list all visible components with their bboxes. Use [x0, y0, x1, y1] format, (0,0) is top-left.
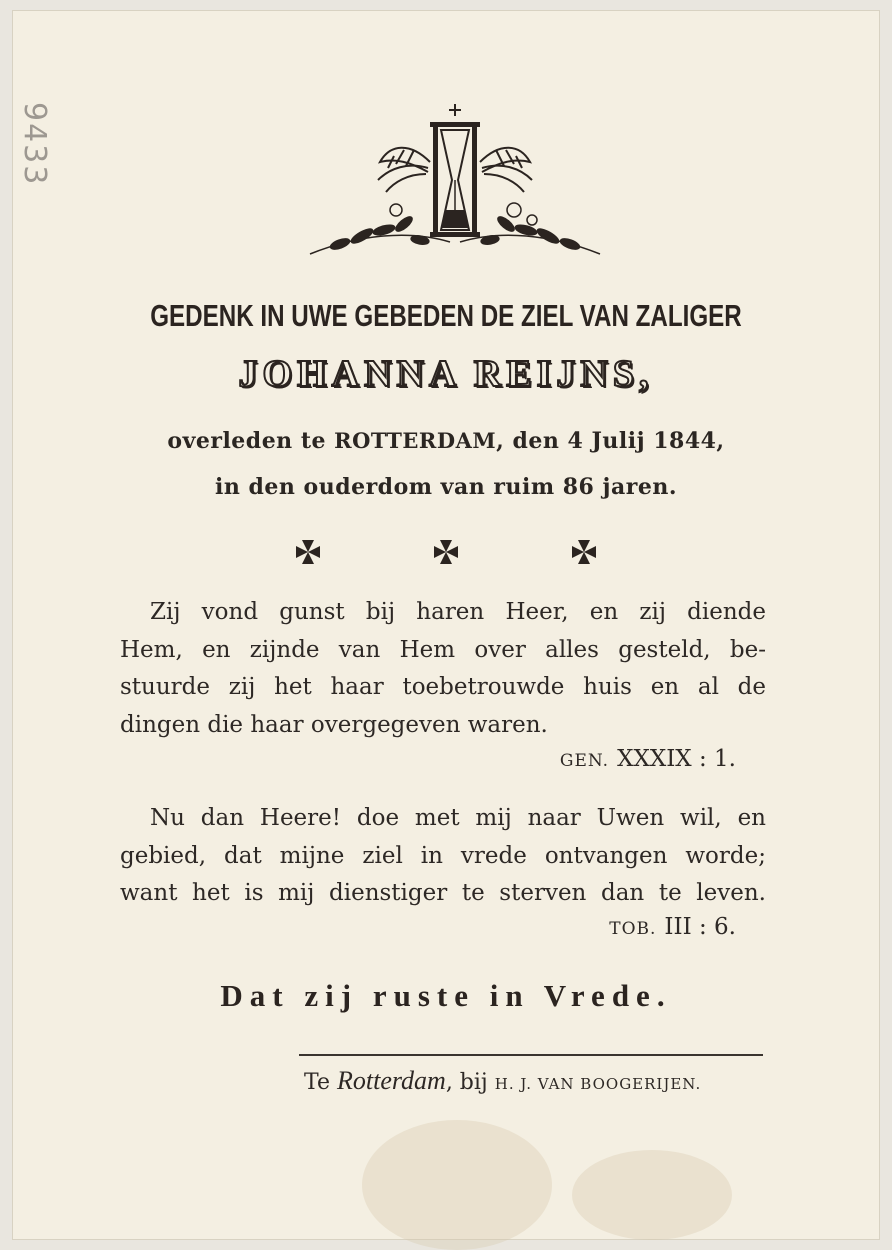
death-date: , den 4 Julij 1844,	[496, 428, 725, 454]
printer-prefix: Te	[304, 1070, 330, 1095]
death-line	[12, 428, 880, 454]
verse-tobit	[120, 800, 766, 913]
verse-line: Hem, en zijnde van Hem over alles gesteld, be-	[120, 636, 766, 663]
reference-genesis	[560, 746, 736, 772]
death-city: ROTTERDAM	[334, 428, 497, 453]
printer-name: H. J. VAN BOOGERIJEN.	[494, 1075, 702, 1093]
maltese-cross-icon	[570, 538, 598, 566]
paper-stain	[572, 1150, 732, 1240]
reference-book: GEN.	[559, 751, 610, 771]
closing-blessing: Dat zij ruste in Vrede.	[220, 978, 672, 1013]
death-prefix: overleden te	[167, 428, 326, 454]
verse-line: stuurde zij het haar toebetrouwde huis en al de	[120, 674, 766, 700]
paper-stain	[362, 1120, 552, 1250]
reference-book: TOB.	[609, 919, 657, 939]
hourglass-icon	[430, 122, 480, 237]
verse-line: gebied, dat mijne ziel in vrede ontvangen worde;	[120, 842, 766, 869]
crosses-row	[12, 538, 880, 566]
left-wing-icon	[378, 148, 430, 192]
reference-tobit	[609, 914, 736, 940]
reference-chapter: XXXIX : 1.	[617, 746, 736, 772]
maltese-cross-icon	[294, 538, 322, 566]
verse-line: Nu dan Heere! doe met mij naar Uwen wil, en	[150, 805, 766, 831]
printer-city: Rotterdam	[337, 1066, 446, 1095]
divider-rule	[299, 1054, 763, 1056]
top-cross-icon	[449, 104, 461, 116]
reference-chapter: III : 6.	[664, 914, 736, 940]
verse-line: Zij vond gunst bij haren Heer, en zij diende	[150, 599, 766, 625]
printer-line	[12, 1066, 880, 1096]
winged-hourglass-emblem	[300, 102, 610, 262]
right-wing-icon	[480, 148, 532, 192]
verse-genesis	[120, 594, 766, 744]
printer-mid: , bij	[445, 1070, 488, 1095]
prayer-card	[12, 10, 880, 1240]
maltese-cross-icon	[432, 538, 460, 566]
age-line: in den ouderdom van ruim 86 jaren.	[215, 474, 677, 500]
verse-line: want het is mij dienstiger te sterven dan te leven.	[120, 880, 766, 906]
header-line: GEDENK IN UWE GEBEDEN DE ZIEL VAN ZALIGER	[150, 298, 742, 333]
deceased-name: JOHANNA REIJNS,	[238, 353, 654, 395]
archive-number: 9433	[17, 102, 52, 187]
verse-line: dingen die haar overgegeven waren.	[120, 711, 548, 738]
